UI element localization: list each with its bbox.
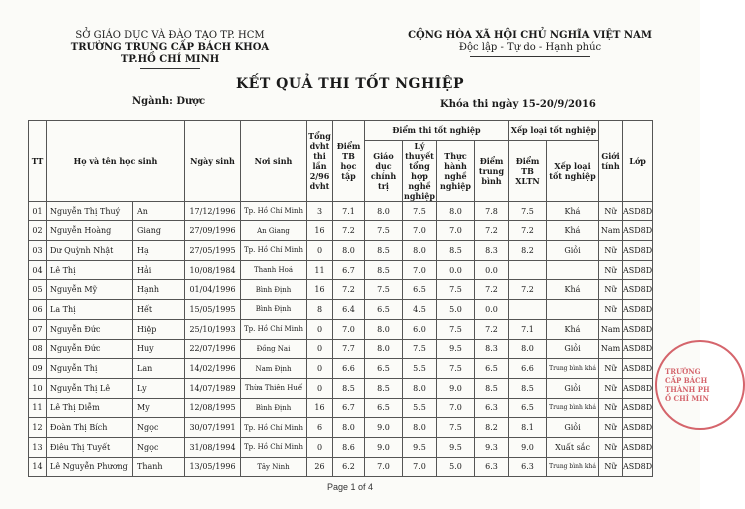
class-code: ASD8D <box>623 280 653 300</box>
xltn-score: 6.6 <box>509 359 547 379</box>
student-given-name: My <box>133 398 185 418</box>
col-pob: Nơi sinh <box>241 121 307 202</box>
graduation-rank: Trung bình khá <box>547 457 599 477</box>
practice-score: 7.5 <box>437 359 475 379</box>
xltn-score <box>509 260 547 280</box>
average-score: 6.7 <box>333 398 365 418</box>
col-exam-group: Điểm thi tốt nghiệp <box>365 121 509 141</box>
average-score: 6.6 <box>333 359 365 379</box>
theory-score: 7.5 <box>403 201 437 221</box>
table-row <box>29 398 653 418</box>
birth-place: An Giang <box>241 221 307 241</box>
birth-date: 25/10/1993 <box>185 319 241 339</box>
header-right-rule <box>470 56 590 57</box>
birth-place: Thừa Thiên Huế <box>241 378 307 398</box>
birth-date: 10/08/1984 <box>185 260 241 280</box>
row-number: 02 <box>29 221 47 241</box>
birth-date: 27/09/1996 <box>185 221 241 241</box>
xltn-score: 6.3 <box>509 457 547 477</box>
col-name: Họ và tên học sinh <box>47 121 185 202</box>
exam-average: 6.3 <box>475 457 509 477</box>
table-row <box>29 260 653 280</box>
average-score: 7.7 <box>333 339 365 359</box>
birth-place: Tây Ninh <box>241 457 307 477</box>
student-given-name: Hải <box>133 260 185 280</box>
graduation-rank: Trung bình khá <box>547 398 599 418</box>
class-code: ASD8D <box>623 418 653 438</box>
birth-place: Nam Định <box>241 359 307 379</box>
row-number: 05 <box>29 280 47 300</box>
table-row <box>29 201 653 221</box>
birth-place: Tp. Hồ Chí Minh <box>241 319 307 339</box>
birth-date: 12/08/1995 <box>185 398 241 418</box>
birth-place: Thanh Hoá <box>241 260 307 280</box>
birth-place: Tp. Hồ Chí Minh <box>241 201 307 221</box>
politics-score: 8.0 <box>365 319 403 339</box>
exam-average: 0.0 <box>475 300 509 320</box>
practice-score: 7.0 <box>437 398 475 418</box>
col-theory: Lý thuyết tổng hợp nghề nghiệp <box>404 140 435 201</box>
col-politics: Giáo dục chính trị <box>365 140 403 201</box>
col-total: Tổng dvht thi lần 2/96 dvht <box>307 121 333 202</box>
class-code: ASD8D <box>623 260 653 280</box>
table-row <box>29 241 653 261</box>
gender: Nữ <box>599 418 623 438</box>
student-given-name: Hạnh <box>133 280 185 300</box>
practice-score: 0.0 <box>437 260 475 280</box>
xltn-score: 8.1 <box>509 418 547 438</box>
practice-score: 9.5 <box>437 339 475 359</box>
table-row <box>29 221 653 241</box>
student-given-name: Thanh <box>133 457 185 477</box>
total-credits: 8 <box>307 300 333 320</box>
exam-average: 8.3 <box>475 241 509 261</box>
xltn-score: 8.2 <box>509 241 547 261</box>
gender: Nữ <box>599 260 623 280</box>
gender: Nam <box>599 319 623 339</box>
col-gender: Giới tính <box>599 121 623 202</box>
nation-motto: Độc lập - Tự do - Hạnh phúc <box>458 42 602 53</box>
gender: Nữ <box>599 378 623 398</box>
total-credits: 16 <box>307 280 333 300</box>
total-credits: 0 <box>307 437 333 457</box>
row-number: 01 <box>29 201 47 221</box>
student-given-name: Hết <box>133 300 185 320</box>
student-given-name: Lan <box>133 359 185 379</box>
politics-score: 6.5 <box>365 398 403 418</box>
birth-place: Bình Định <box>241 300 307 320</box>
table-row <box>29 300 653 320</box>
student-given-name: Giang <box>133 221 185 241</box>
row-number: 14 <box>29 457 47 477</box>
student-given-name: Ly <box>133 378 185 398</box>
xltn-score: 8.0 <box>509 339 547 359</box>
page-footer: Page 1 of 4 <box>326 482 374 492</box>
graduation-rank: Giỏi <box>547 241 599 261</box>
politics-score: 8.0 <box>365 339 403 359</box>
gender: Nữ <box>599 398 623 418</box>
total-credits: 0 <box>307 339 333 359</box>
class-code: ASD8D <box>623 378 653 398</box>
theory-score: 6.0 <box>403 319 437 339</box>
graduation-rank <box>547 300 599 320</box>
total-credits: 6 <box>307 418 333 438</box>
practice-score: 8.0 <box>437 201 475 221</box>
graduation-rank: Khá <box>547 221 599 241</box>
seal-line: TRƯỜNG <box>665 367 701 376</box>
class-code: ASD8D <box>623 201 653 221</box>
birth-date: 31/08/1994 <box>185 437 241 457</box>
politics-score: 8.5 <box>365 241 403 261</box>
practice-score: 8.5 <box>437 241 475 261</box>
graduation-rank: Khá <box>547 201 599 221</box>
birth-date: 15/05/1995 <box>185 300 241 320</box>
class-code: ASD8D <box>623 437 653 457</box>
student-surname: Lê Thị Diễm <box>47 398 133 418</box>
exam-average: 9.3 <box>475 437 509 457</box>
student-given-name: Huy <box>133 339 185 359</box>
student-surname: Dư Quỳnh Nhật <box>47 241 133 261</box>
col-avg: Điểm TB học tập <box>333 121 365 202</box>
birth-place: Tp. Hồ Chí Minh <box>241 241 307 261</box>
politics-score: 7.5 <box>365 221 403 241</box>
graduation-rank: Trung bình khá <box>547 359 599 379</box>
school-name: TRƯỜNG TRUNG CẤP BÁCH KHOA <box>70 42 270 53</box>
birth-date: 17/12/1996 <box>185 201 241 221</box>
gender: Nữ <box>599 457 623 477</box>
col-rank: Xếp loại tốt nghiệp <box>547 140 599 201</box>
average-score: 8.6 <box>333 437 365 457</box>
birth-place: Đồng Nai <box>241 339 307 359</box>
table-row <box>29 319 653 339</box>
theory-score: 7.0 <box>403 260 437 280</box>
theory-score: 7.5 <box>403 339 437 359</box>
col-tt: TT <box>29 121 47 202</box>
student-surname: Nguyễn Hoàng <box>47 221 133 241</box>
practice-score: 5.0 <box>437 457 475 477</box>
col-xltn-score: Điểm TB XLTN <box>509 140 547 201</box>
gender: Nam <box>599 339 623 359</box>
student-surname: Lê Thị <box>47 260 133 280</box>
birth-place: Tp. Hồ Chí Minh <box>241 418 307 438</box>
graduation-rank: Xuất sắc <box>547 437 599 457</box>
xltn-score: 7.5 <box>509 201 547 221</box>
birth-date: 01/04/1996 <box>185 280 241 300</box>
class-code: ASD8D <box>623 339 653 359</box>
exam-average: 7.2 <box>475 319 509 339</box>
xltn-score: 7.1 <box>509 319 547 339</box>
xltn-score: 9.0 <box>509 437 547 457</box>
class-code: ASD8D <box>623 359 653 379</box>
xltn-score: 7.2 <box>509 221 547 241</box>
practice-score: 7.0 <box>437 221 475 241</box>
student-surname: Nguyễn Đức <box>47 319 133 339</box>
class-code: ASD8D <box>623 221 653 241</box>
class-code: ASD8D <box>623 241 653 261</box>
gender: Nữ <box>599 241 623 261</box>
exam-average: 6.3 <box>475 398 509 418</box>
total-credits: 16 <box>307 221 333 241</box>
birth-date: 30/07/1991 <box>185 418 241 438</box>
student-surname: Đoàn Thị Bích <box>47 418 133 438</box>
student-given-name: Ngọc <box>133 437 185 457</box>
exam-average: 6.5 <box>475 359 509 379</box>
student-surname: La Thị <box>47 300 133 320</box>
student-surname: Nguyễn Đức <box>47 339 133 359</box>
birth-date: 14/02/1996 <box>185 359 241 379</box>
exam-average: 7.2 <box>475 280 509 300</box>
student-surname: Nguyễn Thị <box>47 359 133 379</box>
birth-date: 27/05/1995 <box>185 241 241 261</box>
student-surname: Nguyễn Mỹ <box>47 280 133 300</box>
average-score: 6.2 <box>333 457 365 477</box>
student-surname: Điêu Thị Tuyết <box>47 437 133 457</box>
row-number: 12 <box>29 418 47 438</box>
average-score: 8.0 <box>333 418 365 438</box>
student-surname: Nguyễn Thị Thuý <box>47 201 133 221</box>
politics-score: 7.5 <box>365 280 403 300</box>
document-title: KẾT QUẢ THI TỐT NGHIỆP <box>236 76 464 92</box>
row-number: 06 <box>29 300 47 320</box>
average-score: 7.2 <box>333 280 365 300</box>
politics-score: 7.0 <box>365 457 403 477</box>
row-number: 13 <box>29 437 47 457</box>
total-credits: 16 <box>307 398 333 418</box>
birth-place: Bình Định <box>241 398 307 418</box>
average-score: 6.7 <box>333 260 365 280</box>
birth-date: 22/07/1996 <box>185 339 241 359</box>
exam-average: 7.8 <box>475 201 509 221</box>
table-row <box>29 359 653 379</box>
average-score: 7.1 <box>333 201 365 221</box>
student-given-name: Hiệp <box>133 319 185 339</box>
birth-place: Tp. Hồ Chí Minh <box>241 437 307 457</box>
col-practice: Thực hành nghề nghiệp <box>437 140 475 201</box>
graduation-rank: Giỏi <box>547 339 599 359</box>
header-right <box>395 30 665 57</box>
class-code: ASD8D <box>623 300 653 320</box>
xltn-score: 6.5 <box>509 398 547 418</box>
xltn-score: 8.5 <box>509 378 547 398</box>
politics-score: 6.5 <box>365 359 403 379</box>
exam-average: 0.0 <box>475 260 509 280</box>
total-credits: 26 <box>307 457 333 477</box>
gender: Nữ <box>599 300 623 320</box>
gender: Nữ <box>599 201 623 221</box>
practice-score: 9.5 <box>437 437 475 457</box>
row-number: 03 <box>29 241 47 261</box>
gender: Nữ <box>599 437 623 457</box>
theory-score: 6.5 <box>403 280 437 300</box>
table-row <box>29 457 653 477</box>
row-number: 07 <box>29 319 47 339</box>
total-credits: 11 <box>307 260 333 280</box>
exam-average: 7.2 <box>475 221 509 241</box>
xltn-score <box>509 300 547 320</box>
practice-score: 9.0 <box>437 378 475 398</box>
practice-score: 7.5 <box>437 280 475 300</box>
practice-score: 7.5 <box>437 319 475 339</box>
politics-score: 8.5 <box>365 260 403 280</box>
row-number: 04 <box>29 260 47 280</box>
table-row <box>29 437 653 457</box>
graduation-rank <box>547 260 599 280</box>
theory-score: 5.5 <box>403 398 437 418</box>
class-code: ASD8D <box>623 398 653 418</box>
table-row <box>29 280 653 300</box>
row-number: 10 <box>29 378 47 398</box>
row-number: 11 <box>29 398 47 418</box>
birth-place: Bình Định <box>241 280 307 300</box>
theory-score: 8.0 <box>403 378 437 398</box>
birth-date: 13/05/1996 <box>185 457 241 477</box>
row-number: 09 <box>29 359 47 379</box>
gender: Nữ <box>599 280 623 300</box>
theory-score: 5.5 <box>403 359 437 379</box>
exam-average: 8.3 <box>475 339 509 359</box>
gender: Nữ <box>599 359 623 379</box>
seal-line: THÀNH PH <box>665 385 710 394</box>
practice-score: 5.0 <box>437 300 475 320</box>
header-left <box>60 30 280 69</box>
student-surname: Lê Nguyễn Phương <box>47 457 133 477</box>
school-seal <box>655 340 745 430</box>
student-given-name: Ngọc <box>133 418 185 438</box>
theory-score: 7.0 <box>403 221 437 241</box>
class-code: ASD8D <box>623 457 653 477</box>
theory-score: 7.0 <box>403 457 437 477</box>
total-credits: 0 <box>307 378 333 398</box>
politics-score: 8.5 <box>365 378 403 398</box>
student-given-name: An <box>133 201 185 221</box>
major-label: Ngành: Dược <box>132 96 206 107</box>
xltn-score: 7.2 <box>509 280 547 300</box>
row-number: 08 <box>29 339 47 359</box>
results-table <box>28 120 653 477</box>
theory-score: 8.0 <box>403 241 437 261</box>
col-dob: Ngày sinh <box>185 121 241 202</box>
theory-score: 8.0 <box>403 418 437 438</box>
total-credits: 0 <box>307 319 333 339</box>
average-score: 6.4 <box>333 300 365 320</box>
practice-score: 7.5 <box>437 418 475 438</box>
col-class: Lớp <box>623 121 653 202</box>
col-rank-group: Xếp loại tốt nghiệp <box>509 121 599 141</box>
header-left-rule <box>140 68 200 69</box>
average-score: 8.5 <box>333 378 365 398</box>
total-credits: 0 <box>307 241 333 261</box>
col-exam-avg: Điểm trung bình <box>475 140 509 201</box>
politics-score: 9.0 <box>365 418 403 438</box>
politics-score: 9.0 <box>365 437 403 457</box>
table-row <box>29 339 653 359</box>
graduation-rank: Giỏi <box>547 418 599 438</box>
graduation-rank: Khá <box>547 319 599 339</box>
average-score: 8.0 <box>333 241 365 261</box>
exam-average: 8.2 <box>475 418 509 438</box>
theory-score: 4.5 <box>403 300 437 320</box>
class-code: ASD8D <box>623 319 653 339</box>
course-label: Khóa thi ngày 15-20/9/2016 <box>440 99 596 110</box>
total-credits: 0 <box>307 359 333 379</box>
average-score: 7.2 <box>333 221 365 241</box>
politics-score: 8.0 <box>365 201 403 221</box>
birth-date: 14/07/1989 <box>185 378 241 398</box>
department-name: SỞ GIÁO DỤC VÀ ĐÀO TẠO TP. HCM <box>75 30 265 41</box>
graduation-rank: Khá <box>547 280 599 300</box>
nation-name: CỘNG HÒA XÃ HỘI CHỦ NGHĨA VIỆT NAM <box>408 30 652 41</box>
total-credits: 3 <box>307 201 333 221</box>
exam-average: 8.5 <box>475 378 509 398</box>
theory-score: 9.5 <box>403 437 437 457</box>
student-given-name: Hạ <box>133 241 185 261</box>
seal-line: Ồ CHÍ MIN <box>665 394 709 403</box>
graduation-rank: Giỏi <box>547 378 599 398</box>
table-row <box>29 418 653 438</box>
average-score: 7.0 <box>333 319 365 339</box>
school-city: TP.HỒ CHÍ MINH <box>120 54 220 65</box>
table-row <box>29 378 653 398</box>
politics-score: 6.5 <box>365 300 403 320</box>
student-surname: Nguyễn Thị Lê <box>47 378 133 398</box>
gender: Nam <box>599 221 623 241</box>
seal-line: CẤP BÁCH <box>665 376 708 385</box>
